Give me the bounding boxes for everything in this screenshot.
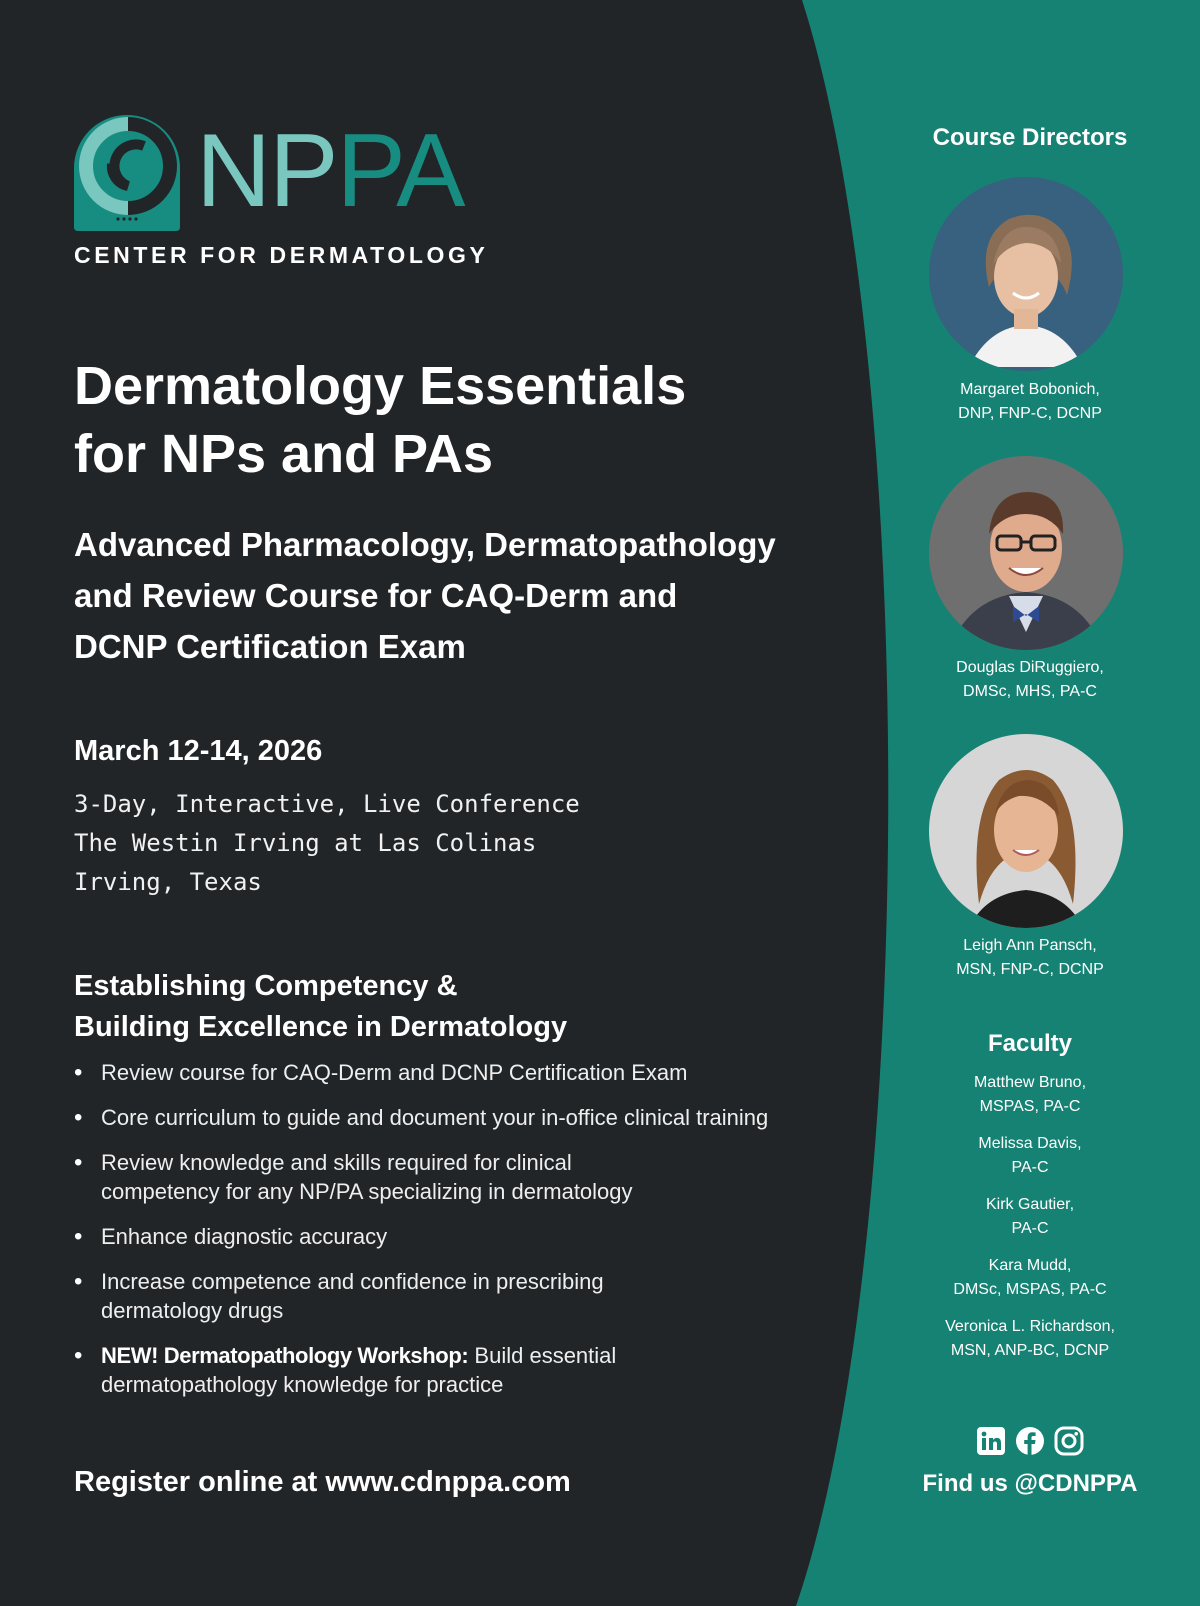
faculty-heading: Faculty <box>987 1030 1073 1057</box>
logo-pa: PA <box>336 113 464 229</box>
logo-np: NP <box>196 113 337 229</box>
new-workshop-label: NEW! Dermatopathology Workshop: <box>101 1343 469 1368</box>
faculty-name: Melissa Davis, PA-C <box>978 1135 1082 1176</box>
list-item: • Core curriculum to guide and document your in-office clinical training <box>74 1103 874 1132</box>
benefit-list <box>74 1058 874 1415</box>
faculty-name: Kirk Gautier, PA-C <box>985 1196 1075 1237</box>
event-city: Irving, Texas <box>74 868 262 896</box>
director-photo <box>929 177 1123 371</box>
list-item: • Increase competence and confidence in prescribing dermatology drugs <box>74 1267 874 1325</box>
list-item: • Enhance diagnostic accuracy <box>74 1222 874 1251</box>
director-name: Douglas DiRuggiero, DMSc, MHS, PA-C <box>956 659 1104 700</box>
logo-mark-icon <box>74 108 181 231</box>
subtitle-line-1: Advanced Pharmacology, Dermatopathology <box>74 526 776 563</box>
director-photo <box>929 456 1123 650</box>
list-item: • Review knowledge and skills required for clinical competency for any NP/PA specializing in dermatology <box>74 1148 874 1206</box>
register-link[interactable]: Register online at www.cdnppa.com <box>74 1466 571 1498</box>
logo-wordmark <box>196 113 464 229</box>
logo <box>74 108 494 268</box>
event-format: 3-Day, Interactive, Live Conference <box>74 790 580 818</box>
social-icons <box>900 1425 1160 1457</box>
page-title <box>74 352 834 488</box>
logo-tagline: CENTER FOR DERMATOLOGY <box>74 242 489 268</box>
event-details <box>74 785 580 902</box>
director-name: Margaret Bobonich, DNP, FNP-C, DCNP <box>958 381 1102 422</box>
social-handle[interactable]: Find us @CDNPPA <box>922 1470 1138 1497</box>
director-name: Leigh Ann Pansch, MSN, FNP-C, DCNP <box>956 937 1104 978</box>
title-line-1: Dermatology Essentials <box>74 356 687 416</box>
event-date: March 12-14, 2026 <box>74 735 323 767</box>
section-heading-line-1: Establishing Competency & <box>74 970 458 1002</box>
faculty-name: Veronica L. Richardson, MSN, ANP-BC, DCNP <box>945 1318 1115 1359</box>
linkedin-icon[interactable] <box>976 1425 1007 1456</box>
course-directors-heading: Course Directors <box>932 124 1128 151</box>
page-subtitle <box>74 519 834 672</box>
subtitle-line-3: DCNP Certification Exam <box>74 628 466 665</box>
faculty-name: Kara Mudd, DMSc, MSPAS, PA-C <box>953 1257 1107 1298</box>
section-heading-line-2: Building Excellence in Dermatology <box>74 1011 568 1043</box>
director-photo <box>929 734 1123 928</box>
facebook-icon[interactable] <box>1015 1425 1046 1456</box>
list-item: • NEW! Dermatopathology Workshop: Build essential dermatopathology knowledge for practice <box>74 1341 874 1399</box>
subtitle-line-2: and Review Course for CAQ-Derm and <box>74 577 678 614</box>
section-heading <box>74 966 774 1048</box>
event-venue: The Westin Irving at Las Colinas <box>74 829 537 857</box>
instagram-icon[interactable] <box>1054 1425 1085 1456</box>
list-item: • Review course for CAQ-Derm and DCNP Certification Exam <box>74 1058 874 1087</box>
title-line-2: for NPs and PAs <box>74 424 494 484</box>
faculty-name: Matthew Bruno, MSPAS, PA-C <box>973 1074 1087 1115</box>
